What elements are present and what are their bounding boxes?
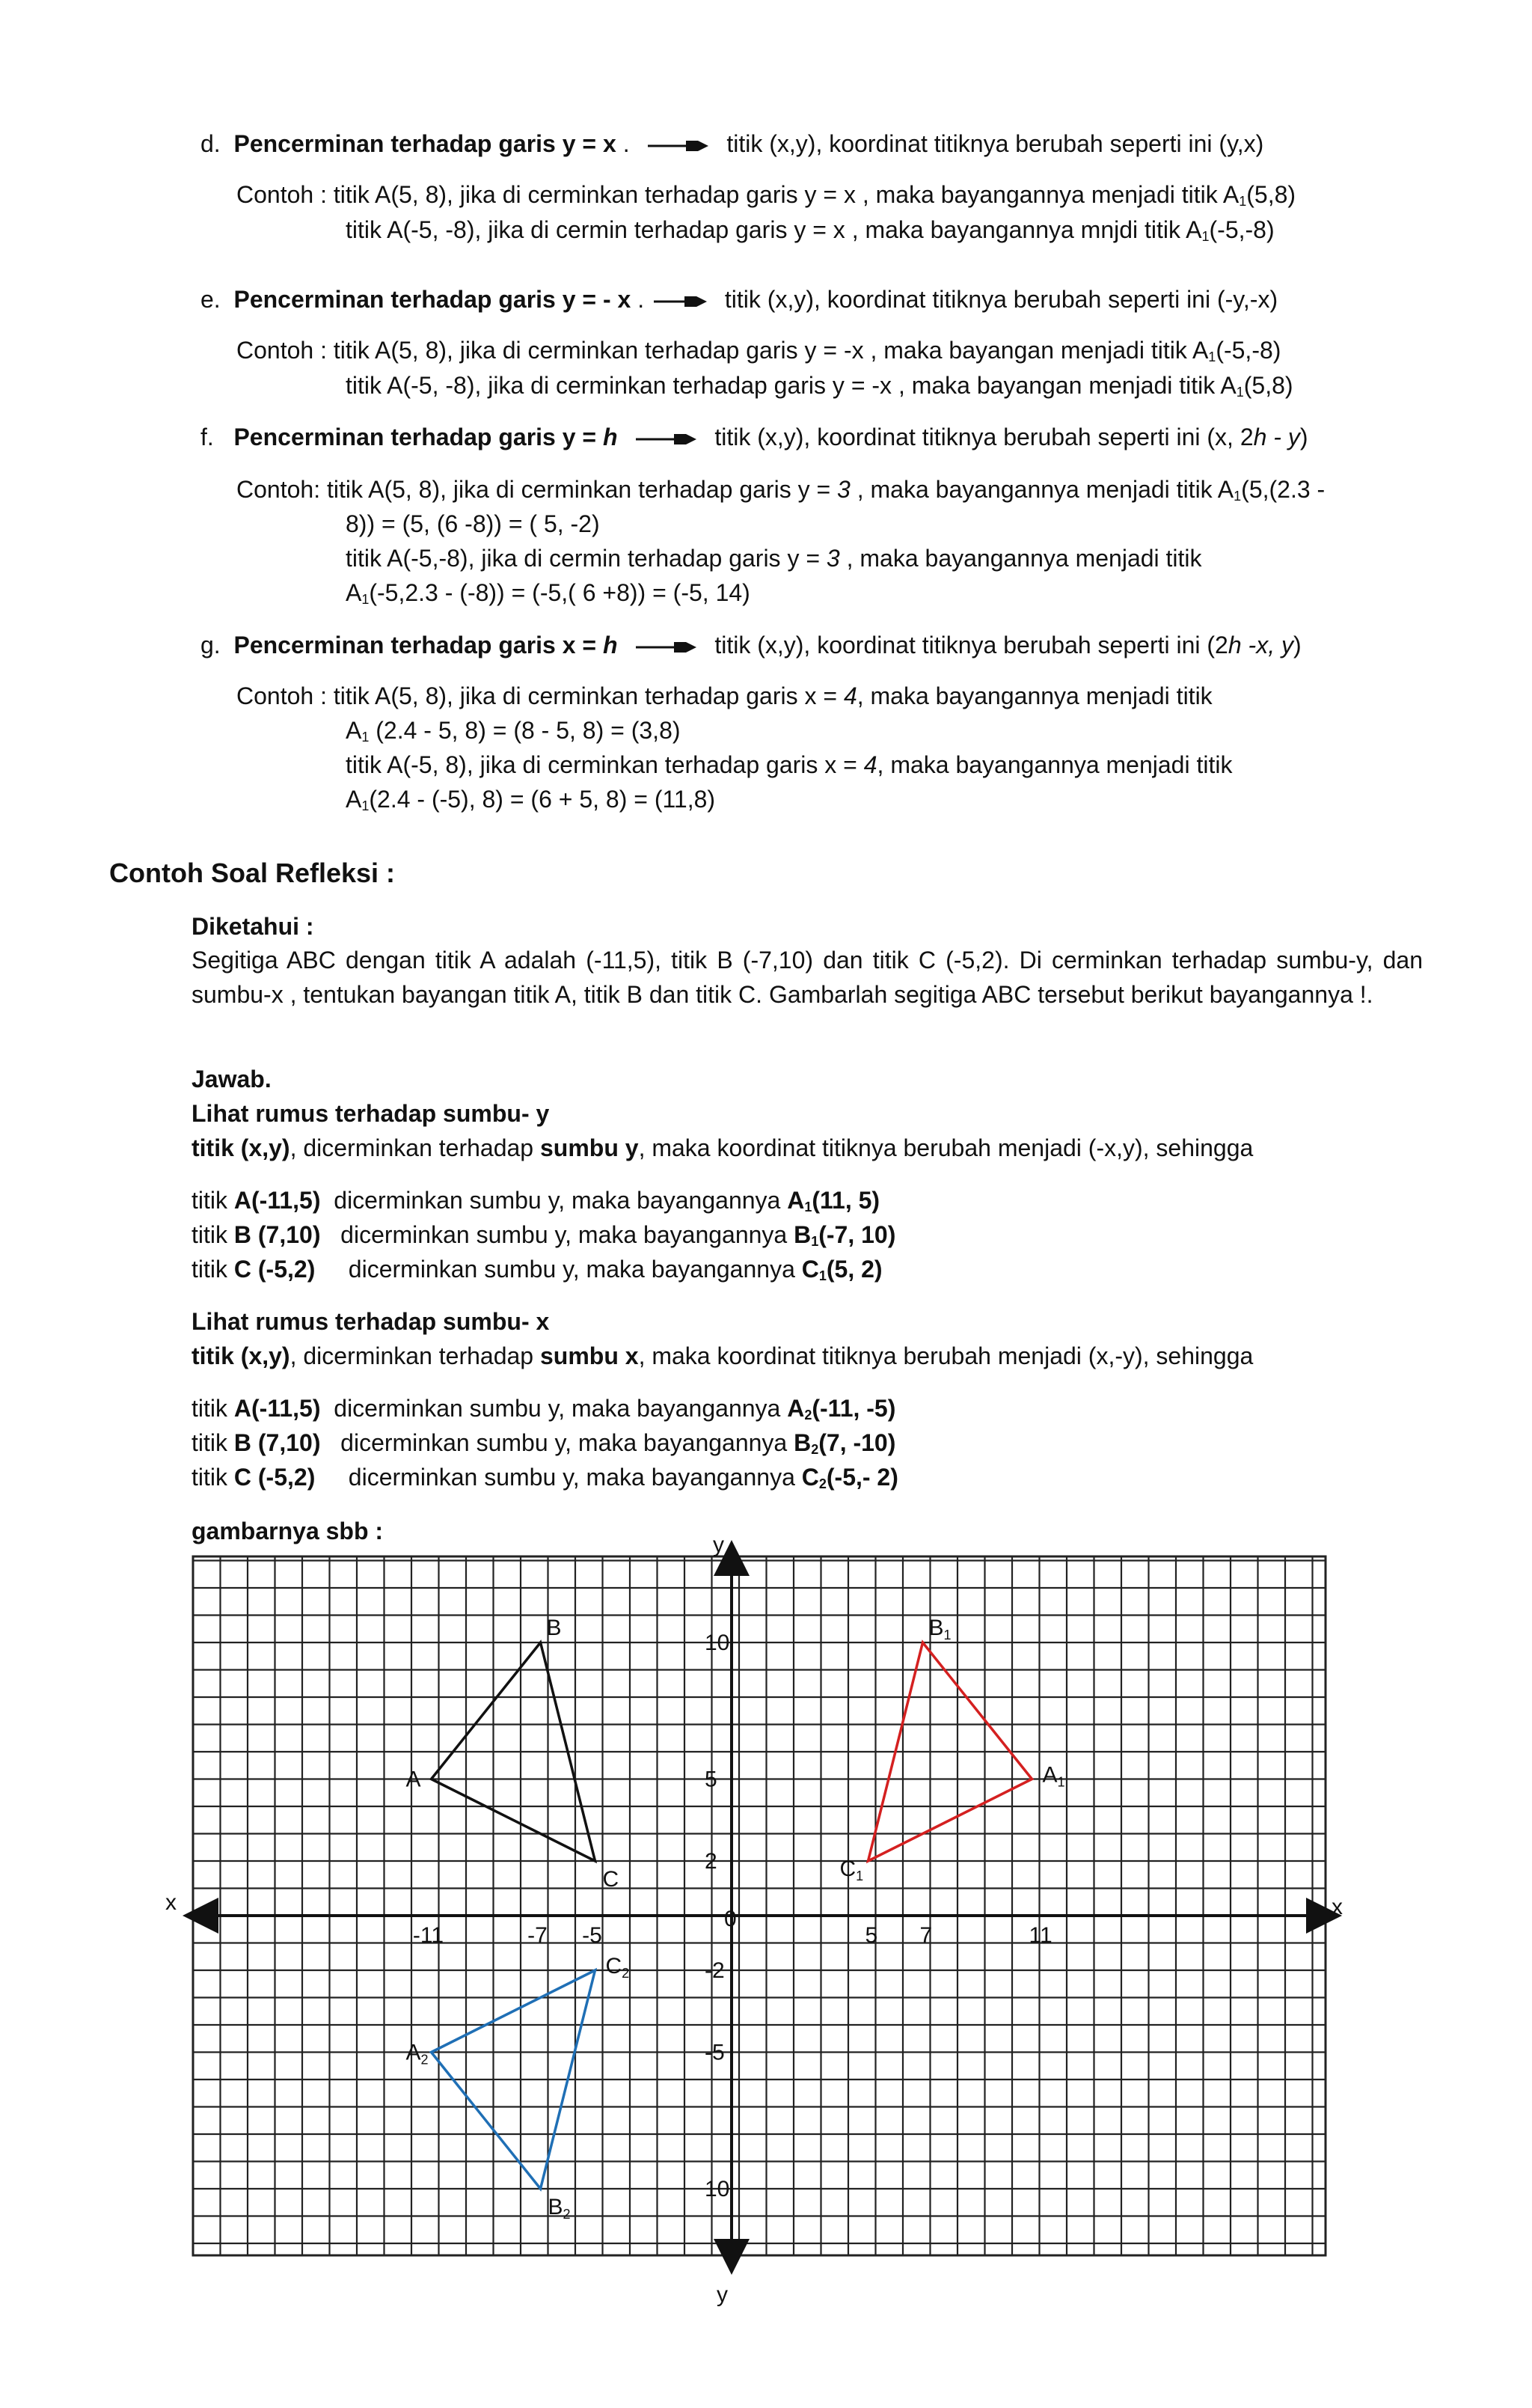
rule-text: titik (x,y), koordinat titiknya berubah seperti ini (2 xyxy=(714,632,1228,658)
result-text: dicerminkan sumbu y, maka bayangannya xyxy=(320,1395,788,1422)
vertex-label: $C_1$ xyxy=(839,1857,864,1883)
vertex-label: B xyxy=(546,1616,562,1640)
vertex-subscript: 2 xyxy=(622,1966,630,1981)
heading-text: Pencerminan terhadap garis xyxy=(233,130,563,157)
example-text: A xyxy=(346,786,362,813)
subscript: 2 xyxy=(804,1408,812,1423)
example-text: titik A(-5,-8), jika di cermin terhadap garis y = xyxy=(346,545,827,572)
result-text: titik xyxy=(192,1221,234,1248)
x-tick-label: -5 xyxy=(582,1923,602,1948)
example-value: 4 xyxy=(863,751,877,778)
example-text: Contoh : titik A(5, 8), jika di cerminkan terhadap garis x = xyxy=(236,682,844,709)
example-text: , maka bayangannya menjadi titik A xyxy=(850,476,1234,503)
example-result: (2.4 - (-5), 8) = (6 + 5, 8) = (11,8) xyxy=(369,786,716,813)
list-marker: f. xyxy=(200,424,214,450)
x-tick-label: 11 xyxy=(1029,1923,1053,1948)
result-text: dicerminkan sumbu y, maka bayangannya xyxy=(315,1464,802,1491)
subscript: 2 xyxy=(818,1476,827,1491)
rule-suffix: ) xyxy=(1299,424,1308,450)
x-tick-label: 5 xyxy=(865,1923,878,1948)
subscript: 1 xyxy=(361,730,370,745)
heading-text: Pencerminan terhadap garis xyxy=(233,286,563,313)
vertex-label: C xyxy=(602,1867,619,1892)
subscript: 1 xyxy=(804,1200,812,1214)
result-text: titik xyxy=(192,1395,234,1422)
subscript: 1 xyxy=(361,798,370,813)
rule-variable: h -x, y xyxy=(1228,632,1293,658)
result-point: B (7,10) xyxy=(233,1221,321,1248)
example-result: (-5,-8) xyxy=(1209,216,1275,243)
result-coord: (-7, 10) xyxy=(818,1221,896,1248)
rule-text: , dicerminkan terhadap xyxy=(289,1134,540,1161)
gambar-label: gambarnya sbb : xyxy=(192,1518,384,1544)
subscript: 1 xyxy=(811,1234,819,1249)
grid-lines xyxy=(193,1556,1326,2255)
vertex-label: $B_1$ xyxy=(928,1616,952,1642)
heading-text: Pencerminan terhadap garis x = xyxy=(233,632,603,658)
heading-suffix: . xyxy=(631,286,645,313)
example-result: (-5,2.3 - (-8)) = (-5,( 6 +8)) = (-5, 14) xyxy=(369,579,750,606)
rule-suffix: ) xyxy=(1293,632,1302,658)
y-tick-label: -2 xyxy=(705,1958,725,1983)
result-text: titik xyxy=(192,1429,234,1456)
vertex-label: A xyxy=(405,1767,421,1792)
x-axis-label-left: x xyxy=(165,1890,177,1915)
rule-text: titik (x,y), koordinat titiknya berubah seperti ini (y,x) xyxy=(726,130,1264,157)
result-image: C xyxy=(801,1256,819,1283)
heading-variable: h xyxy=(603,632,618,658)
result-point: B (7,10) xyxy=(233,1429,321,1456)
result-text: dicerminkan sumbu y, maka bayangannya xyxy=(320,1429,794,1456)
result-text: titik xyxy=(192,1256,234,1283)
result-coord: (5, 2) xyxy=(826,1256,883,1283)
rule-bold: titik (x,y) xyxy=(192,1134,290,1161)
result-coord: (7, -10) xyxy=(818,1429,896,1456)
rule-text: titik (x,y), koordinat titiknya berubah seperti ini (-y,-x) xyxy=(724,286,1278,313)
vertex-subscript: 2 xyxy=(420,2052,429,2068)
list-marker: d. xyxy=(200,130,221,157)
y-tick-label: 10 xyxy=(705,2177,730,2201)
origin-label: 0 xyxy=(724,1907,737,1931)
x-axis-label-right: x xyxy=(1332,1895,1343,1919)
vertex-subscript: 1 xyxy=(856,1868,864,1883)
x-tick-label: 7 xyxy=(919,1923,933,1948)
example-result: (2.4 - 5, 8) = (8 - 5, 8) = (3,8) xyxy=(369,717,681,744)
y-rule-title: Lihat rumus terhadap sumbu- y xyxy=(192,1100,550,1127)
vertex-label: $A_1$ xyxy=(1042,1762,1065,1790)
heading-variable: h xyxy=(602,424,618,450)
example-text: , maka bayangannya menjadi titik xyxy=(857,682,1213,709)
result-coord: (11, 5) xyxy=(812,1187,880,1214)
list-marker: g. xyxy=(200,632,221,658)
result-image: A xyxy=(787,1187,805,1214)
rule-text: , maka koordinat titiknya berubah menjadi (-x,y), sehingga xyxy=(638,1134,1254,1161)
x-tick-label: -7 xyxy=(527,1923,548,1948)
example-text: titik A(-5, -8), jika di cerminkan terhadap garis y = -x , maka bayangan menjadi titik A xyxy=(346,372,1237,399)
subscript: 1 xyxy=(1234,489,1242,504)
y-tick-label: 2 xyxy=(705,1849,717,1874)
vertex-label: $C_2$ xyxy=(605,1954,630,1981)
result-image: C xyxy=(801,1464,819,1491)
rule-bold: titik (x,y) xyxy=(192,1342,290,1369)
example-text: , maka bayangannya menjadi titik xyxy=(839,545,1202,572)
vertex-label: $B_2$ xyxy=(548,2195,571,2222)
result-coord: (-11, -5) xyxy=(812,1395,896,1422)
result-point: C (-5,2) xyxy=(233,1464,316,1491)
result-text: dicerminkan sumbu y, maka bayangannya xyxy=(320,1187,788,1214)
subscript: 1 xyxy=(1208,349,1216,364)
example-text: Contoh : titik A(5, 8), jika di cerminkan terhadap garis y = x , maka bayangannya menjadi titik A xyxy=(236,181,1240,208)
result-point: A(-11,5) xyxy=(233,1395,321,1422)
heading-text: Pencerminan terhadap garis y = xyxy=(233,424,603,450)
diketahui-text: Segitiga ABC dengan titik A adalah (-11,5), titik B (-7,10) dan titik C (-5,2). Di cerminkan terhadap sumbu-y, dan sumbu-x , tentukan bayangan titik A, titik B dan titik C. Gambarlah segitiga ABC tersebut berikut bayangannya !. xyxy=(192,947,1423,1008)
grid-border xyxy=(193,1556,1326,2255)
result-point: A(-11,5) xyxy=(233,1187,321,1214)
result-text: dicerminkan sumbu y, maka bayangannya xyxy=(320,1221,794,1248)
vertex-subscript: 2 xyxy=(563,2207,571,2222)
result-text: dicerminkan sumbu y, maka bayangannya xyxy=(315,1256,802,1283)
rule-bold: sumbu x xyxy=(539,1342,639,1369)
example-value: 3 xyxy=(837,476,851,503)
example-text: Contoh : titik A(5, 8), jika di cerminkan terhadap garis y = -x , maka bayangan menjadi titik A xyxy=(236,337,1209,364)
y-tick-label: 10 xyxy=(705,1631,730,1655)
subscript: 2 xyxy=(811,1442,819,1457)
subscript: 1 xyxy=(1236,385,1244,400)
jawab-label: Jawab. xyxy=(192,1066,272,1093)
rule-variable: h - y xyxy=(1253,424,1300,450)
x-tick-label: -11 xyxy=(412,1923,444,1948)
heading-equation: y = x xyxy=(562,130,616,157)
example-text: A xyxy=(346,717,362,744)
result-image: B xyxy=(794,1221,812,1248)
result-point: C (-5,2) xyxy=(233,1256,316,1283)
result-text: titik xyxy=(192,1464,234,1491)
x-rule-title: Lihat rumus terhadap sumbu- x xyxy=(192,1308,550,1335)
example-result: 8)) = (5, (6 -8)) = ( 5, -2) xyxy=(346,510,600,537)
result-coord: (-5,- 2) xyxy=(826,1464,898,1491)
vertex-label: $A_2$ xyxy=(405,2040,429,2068)
list-marker: e. xyxy=(200,286,221,313)
subscript: 1 xyxy=(1201,229,1210,244)
example-value: 4 xyxy=(843,682,857,709)
soal-title: Contoh Soal Refleksi : xyxy=(109,858,396,888)
example-text: Contoh: titik A(5, 8), jika di cerminkan terhadap garis y = xyxy=(236,476,838,503)
heading-suffix: . xyxy=(616,130,630,157)
result-image: B xyxy=(794,1429,812,1456)
rule-bold: sumbu y xyxy=(539,1134,639,1161)
example-result: (5,8) xyxy=(1246,181,1296,208)
example-text: , maka bayangannya menjadi titik xyxy=(877,751,1233,778)
y-axis-label-top: y xyxy=(713,1532,724,1557)
subscript: 1 xyxy=(1239,194,1247,209)
y-tick-label: -5 xyxy=(705,2040,725,2065)
result-text: titik xyxy=(192,1187,234,1214)
vertex-subscript: 1 xyxy=(943,1628,952,1642)
rule-text: titik (x,y), koordinat titiknya berubah seperti ini (x, 2 xyxy=(714,424,1254,450)
subscript: 1 xyxy=(818,1268,827,1283)
example-result: (5,8) xyxy=(1243,372,1293,399)
rule-text: , maka koordinat titiknya berubah menjadi (x,-y), sehingga xyxy=(638,1342,1254,1369)
example-value: 3 xyxy=(826,545,840,572)
y-tick-label: 5 xyxy=(705,1767,717,1792)
example-result: (5,(2.3 - xyxy=(1241,476,1326,503)
result-image: A xyxy=(787,1395,805,1422)
example-text: titik A(-5, -8), jika di cermin terhadap garis y = x , maka bayangannya mnjdi titik A xyxy=(346,216,1202,243)
example-text: titik A(-5, 8), jika di cerminkan terhadap garis x = xyxy=(346,751,864,778)
example-text: A xyxy=(346,579,362,606)
vertex-subscript: 1 xyxy=(1057,1774,1065,1790)
rule-text: , dicerminkan terhadap xyxy=(289,1342,540,1369)
subscript: 1 xyxy=(361,592,370,607)
heading-equation: y = - x xyxy=(562,286,631,313)
example-result: (-5,-8) xyxy=(1216,337,1281,364)
y-axis-label-bottom: y xyxy=(717,2282,728,2307)
diketahui-label: Diketahui : xyxy=(192,913,314,940)
